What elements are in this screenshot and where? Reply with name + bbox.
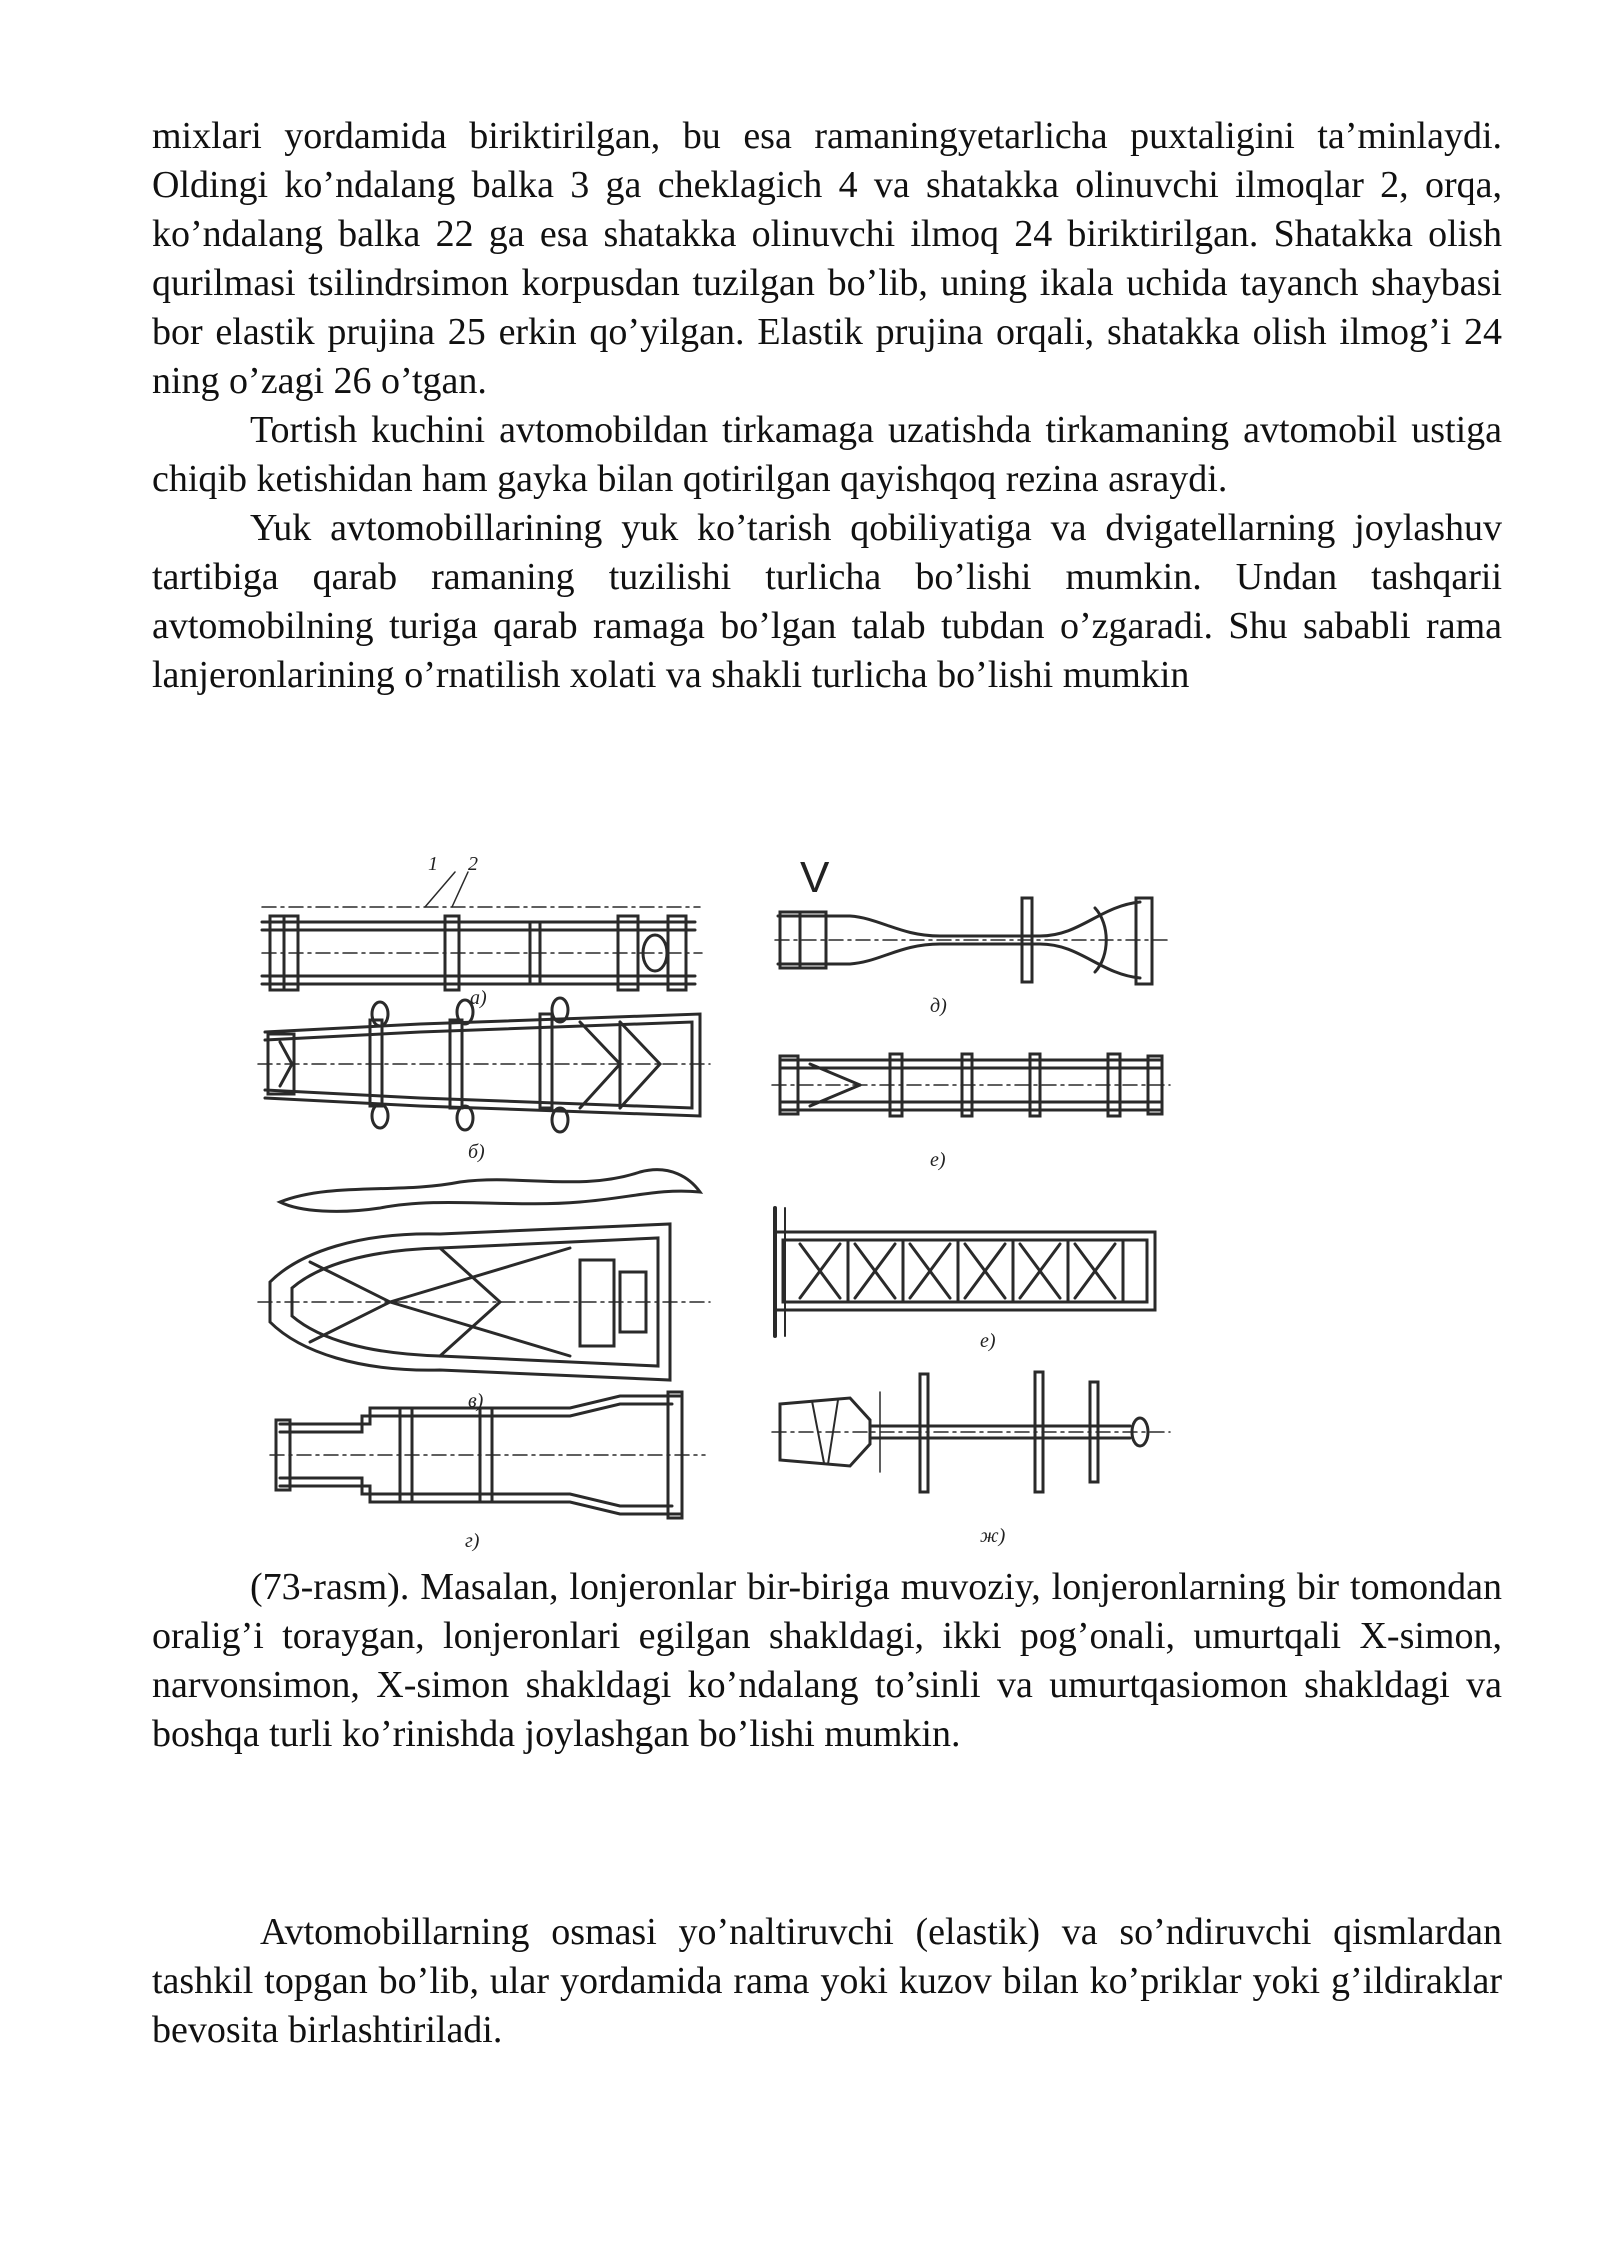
paragraph-suspension: Avtomobillarning osmasi yo’naltiruvchi (elastik) va so’ndiruvchi qismlardan tashkil topgan bo’lib, ular yordamida rama yoki kuzov bilan ko’priklar yoki g’ildiraklar bevosita birlashtiriladi.: [152, 1911, 1502, 2051]
paragraph-1: mixlari yordamida biriktirilgan, bu esa ramaningyetarlicha puxtaligini ta’minlaydi. Oldingi ko’ndalang balka 3 ga cheklagich 4 va shatakka olinuvchi ilmoqlar 2, orqa, ko’ndalang balka 22 ga esa shatakka olinuvchi ilmoq 24 biriktirilgan. Shatakka olish qurilmasi tsilindrsimon korpusdan tuzilgan bo’lib, uning ikala uchida tayanch shaybasi bor elastik prujina 25 erkin qo’yilgan. Elastik prujina orqali, shatakka olish ilmog’i 24 ning o’zagi 26 o’tgan.: [152, 115, 1502, 402]
frame-g-drawing: [775, 1208, 1155, 1336]
label-g: г): [465, 1530, 480, 1552]
text-block-middle: [152, 1563, 1502, 1759]
mark-v: V: [800, 853, 830, 902]
frame-e-drawing: [775, 898, 1170, 984]
frame-types-figure: [240, 852, 1180, 1552]
frame-a-drawing: [262, 872, 702, 990]
frame-drawings: [240, 852, 1180, 1552]
label-d: д): [930, 995, 947, 1017]
text-block-top: [152, 112, 1502, 700]
label-e2: е): [980, 1330, 996, 1352]
label-b: б): [468, 1141, 485, 1163]
label-e: е): [930, 1149, 946, 1171]
paragraph-3: Yuk avtomobillarining yuk ko’tarish qobiliyatiga va dvigatellarning joylashuv tartibiga qarab ramaning tuzilishi turlicha bo’lishi mumkin. Undan tashqarii avtomobilning turiga qarab ramaga bo’lgan talab tubdan o’zgaradi. Shu sababli rama lanjeronlarining o’rnatilish xolati va shakli turlicha bo’lishi mumkin: [152, 507, 1502, 696]
callout-2: 2: [468, 853, 478, 875]
frame-h-drawing: [772, 1372, 1170, 1492]
paragraph-2: Tortish kuchini avtomobildan tirkamaga uzatishda tirkamaning avtomobil ustiga chiqib ketishidan ham gayka bilan qotirilgan qayishqoq rezina asraydi.: [152, 409, 1502, 500]
callout-1: 1: [428, 853, 438, 875]
paragraph-after-figure: (73-rasm). Masalan, lonjeronlar bir-biriga muvoziy, lonjeronlarning bir tomondan oralig’i toraygan, lonjeronlari egilgan shakldagi, ikki pog’onali, umurtqali X-simon, narvonsimon, X-simon shakldagi ko’ndalang to’sinli va umurtqasiomon shakldagi va boshqa turli ko’rinishda joylashgan bo’lishi mumkin.: [152, 1566, 1502, 1755]
frame-c-drawing: [258, 1170, 710, 1380]
label-v: в): [468, 1390, 484, 1412]
label-zh: ж): [980, 1525, 1006, 1547]
frame-b-drawing: [258, 998, 710, 1132]
label-a: а): [470, 987, 487, 1009]
text-block-bottom: [152, 1908, 1502, 2055]
frame-f-drawing: [772, 1054, 1170, 1116]
frame-d-drawing: [270, 1392, 705, 1518]
